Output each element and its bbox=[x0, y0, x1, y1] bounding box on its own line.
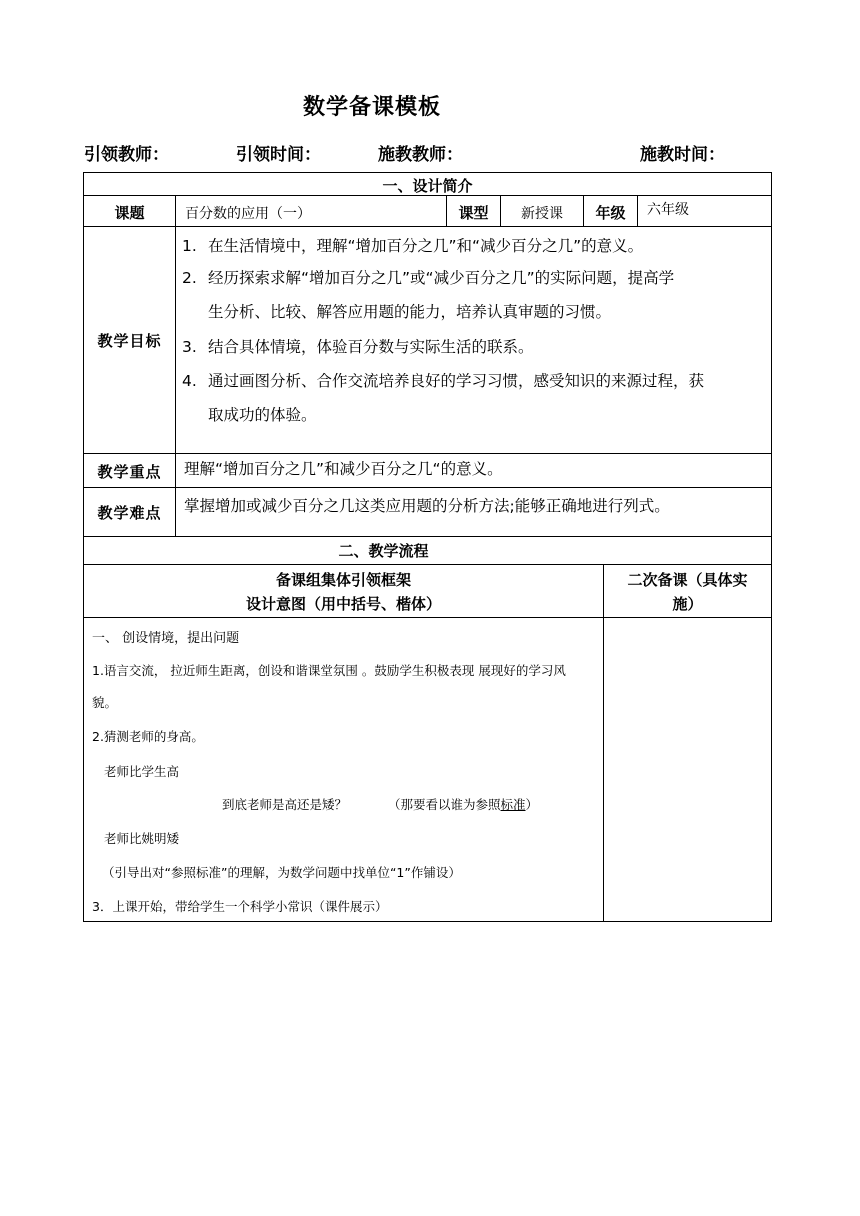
goal-number: 2. bbox=[182, 269, 197, 287]
course-type-label: 课型 bbox=[458, 204, 489, 222]
goal-number: 4. bbox=[182, 372, 197, 390]
grade-label: 年级 bbox=[595, 204, 626, 222]
flow-left-header-cell bbox=[83, 564, 604, 618]
section2-heading: 二、教学流程 bbox=[338, 542, 429, 560]
goals-label: 教学目标 bbox=[97, 332, 162, 350]
page-title: 数学备课模板 bbox=[302, 95, 441, 120]
goal-item bbox=[182, 261, 674, 295]
course-type-label-cell bbox=[446, 195, 501, 227]
goal-text: 通过画图分析、合作交流培养良好的学习习惯，感受知识的来源过程，获 bbox=[208, 372, 705, 390]
goal-item bbox=[182, 364, 704, 398]
flow-note bbox=[388, 795, 538, 813]
flow-paragraph: （引导出对“参照标准”的理解，为数学问题中找单位“1”作铺设） bbox=[102, 865, 461, 880]
flow-question: 到底老师是高还是矮？ bbox=[222, 797, 348, 812]
lead-time-label: 引领时间： bbox=[236, 145, 321, 165]
teach-teacher-label: 施教教师： bbox=[378, 145, 463, 165]
flow-paragraph: 老师比学生高 bbox=[104, 764, 180, 779]
flow-paragraph: 1.语言交流， 拉近师生距离，创设和谐课堂氛围 。鼓励学生积极表现 展现好的学习风 bbox=[92, 663, 566, 678]
difficulty-label-cell bbox=[83, 487, 176, 537]
goal-number: 1. bbox=[182, 237, 197, 255]
key-point-value-cell bbox=[175, 453, 772, 488]
flow-right-header-line1: 二次备课（具体实 bbox=[627, 571, 748, 589]
difficulty-value-cell bbox=[175, 487, 772, 537]
step1-title: 一、 创设情境，提出问题 bbox=[92, 631, 240, 646]
key-point-value: 理解“增加百分之几”和减少百分之几“的意义。 bbox=[184, 460, 503, 478]
course-value: 百分数的应用（一） bbox=[185, 206, 311, 222]
teach-time-label: 施教时间： bbox=[640, 145, 725, 165]
grade-label-cell bbox=[583, 195, 638, 227]
flow-paragraph: 貌。 bbox=[92, 695, 118, 710]
course-label-cell bbox=[83, 195, 176, 227]
goal-item bbox=[182, 330, 534, 364]
grade-value-cell bbox=[637, 195, 772, 227]
flow-right-header-cell bbox=[603, 564, 772, 618]
goals-label-cell bbox=[83, 226, 176, 454]
lead-teacher-label: 引领教师： bbox=[84, 145, 169, 165]
course-value-cell bbox=[175, 195, 447, 227]
goal-text-continued: 生分析、比较、解答应用题的能力，培养认真审题的习惯。 bbox=[208, 303, 612, 321]
goal-text: 经历探索求解“增加百分之几”或“减少百分之几”的实际问题，提高学 bbox=[208, 269, 675, 287]
flow-left-header-line1: 备课组集体引领框架 bbox=[275, 571, 411, 589]
flow-right-header-line2: 施） bbox=[672, 595, 703, 613]
goal-text-continued: 取成功的体验。 bbox=[208, 406, 317, 424]
course-label: 课题 bbox=[114, 204, 145, 222]
course-type-value-cell bbox=[500, 195, 584, 227]
flow-paragraph: 3．上课开始，带给学生一个科学小常识（课件展示） bbox=[92, 899, 388, 914]
flow-left-header-line2: 设计意图（用中括号、楷体） bbox=[245, 595, 441, 613]
flow-paragraph: 老师比姚明矮 bbox=[104, 831, 180, 846]
course-type-value: 新授课 bbox=[521, 206, 563, 222]
goal-text: 在生活情境中，理解“增加百分之几”和“减少百分之几”的意义。 bbox=[208, 237, 644, 255]
difficulty-label: 教学难点 bbox=[97, 504, 162, 522]
key-point-label: 教学重点 bbox=[97, 463, 162, 481]
section1-heading-cell bbox=[83, 172, 772, 196]
flow-note-close: ） bbox=[525, 797, 539, 812]
section2-heading-cell bbox=[83, 536, 772, 565]
grade-value: 六年级 bbox=[647, 202, 689, 218]
flow-paragraph: 2.猜测老师的身高。 bbox=[92, 729, 204, 744]
goal-text: 结合具体情境，体验百分数与实际生活的联系。 bbox=[208, 338, 534, 356]
goal-number: 3. bbox=[182, 338, 197, 356]
flow-note-underlined: 标准 bbox=[500, 797, 526, 812]
flow-note-text: （那要看以谁为参照 bbox=[388, 797, 501, 812]
goal-item bbox=[182, 229, 643, 263]
key-point-label-cell bbox=[83, 453, 176, 488]
difficulty-value: 掌握增加或减少百分之几这类应用题的分析方法;能够正确地进行列式。 bbox=[184, 497, 670, 515]
section1-heading: 一、设计简介 bbox=[382, 177, 473, 195]
second-prep-cell bbox=[603, 617, 772, 922]
